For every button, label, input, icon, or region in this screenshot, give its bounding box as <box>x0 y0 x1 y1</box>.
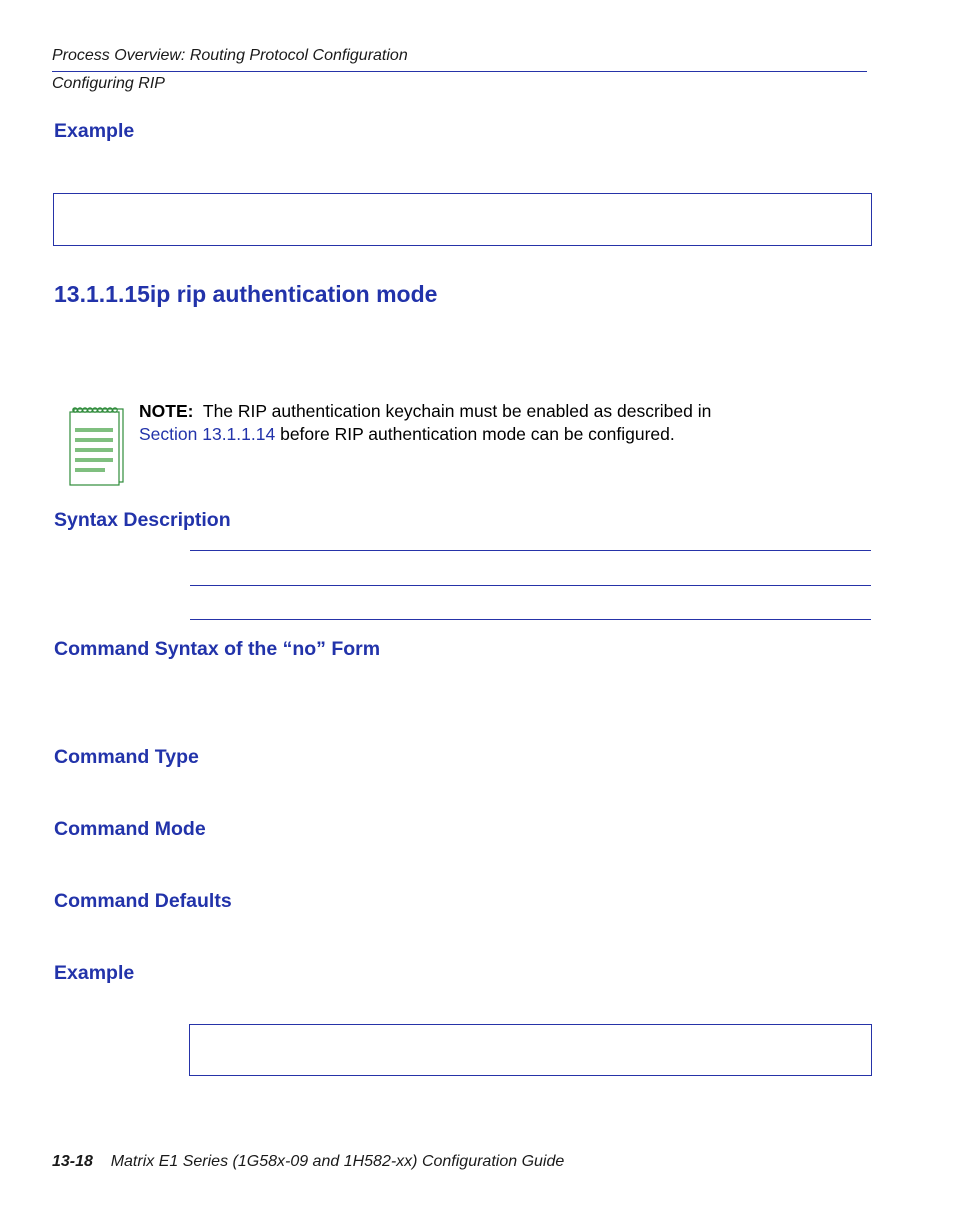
note-label: NOTE: <box>139 401 194 421</box>
running-header-section: Configuring RIP <box>52 75 165 92</box>
syntax-table-rule-middle <box>190 585 871 586</box>
note-text-part2: before RIP authentication mode can be configured. <box>280 424 675 444</box>
header-rule <box>52 71 867 72</box>
note-text <box>139 400 869 446</box>
example2-code-box <box>189 1024 872 1076</box>
example-heading: Example <box>54 120 135 142</box>
footer-title: Matrix E1 Series (1G58x-09 and 1H582-xx) Configuration Guide <box>110 1153 565 1170</box>
page-number: 13-18 <box>52 1153 93 1170</box>
section-title: 13.1.1.15ip rip authentication mode <box>54 281 438 307</box>
command-type-heading: Command Type <box>54 746 199 768</box>
note-text-part1: The RIP authentication keychain must be enabled as described in <box>202 401 712 421</box>
footer <box>52 1153 564 1171</box>
running-header-chapter: Process Overview: Routing Protocol Configuration <box>52 47 408 64</box>
no-form-heading: Command Syntax of the “no” Form <box>54 638 381 660</box>
section-link[interactable]: Section 13.1.1.14 <box>139 424 276 444</box>
syntax-table-rule-bottom <box>190 619 871 620</box>
syntax-description-heading: Syntax Description <box>54 509 231 531</box>
command-mode-heading: Command Mode <box>54 818 206 840</box>
command-defaults-heading: Command Defaults <box>54 890 232 912</box>
syntax-table-rule-top <box>190 550 871 551</box>
note-icon <box>69 404 125 486</box>
example-code-box <box>53 193 872 246</box>
example2-heading: Example <box>54 962 135 984</box>
